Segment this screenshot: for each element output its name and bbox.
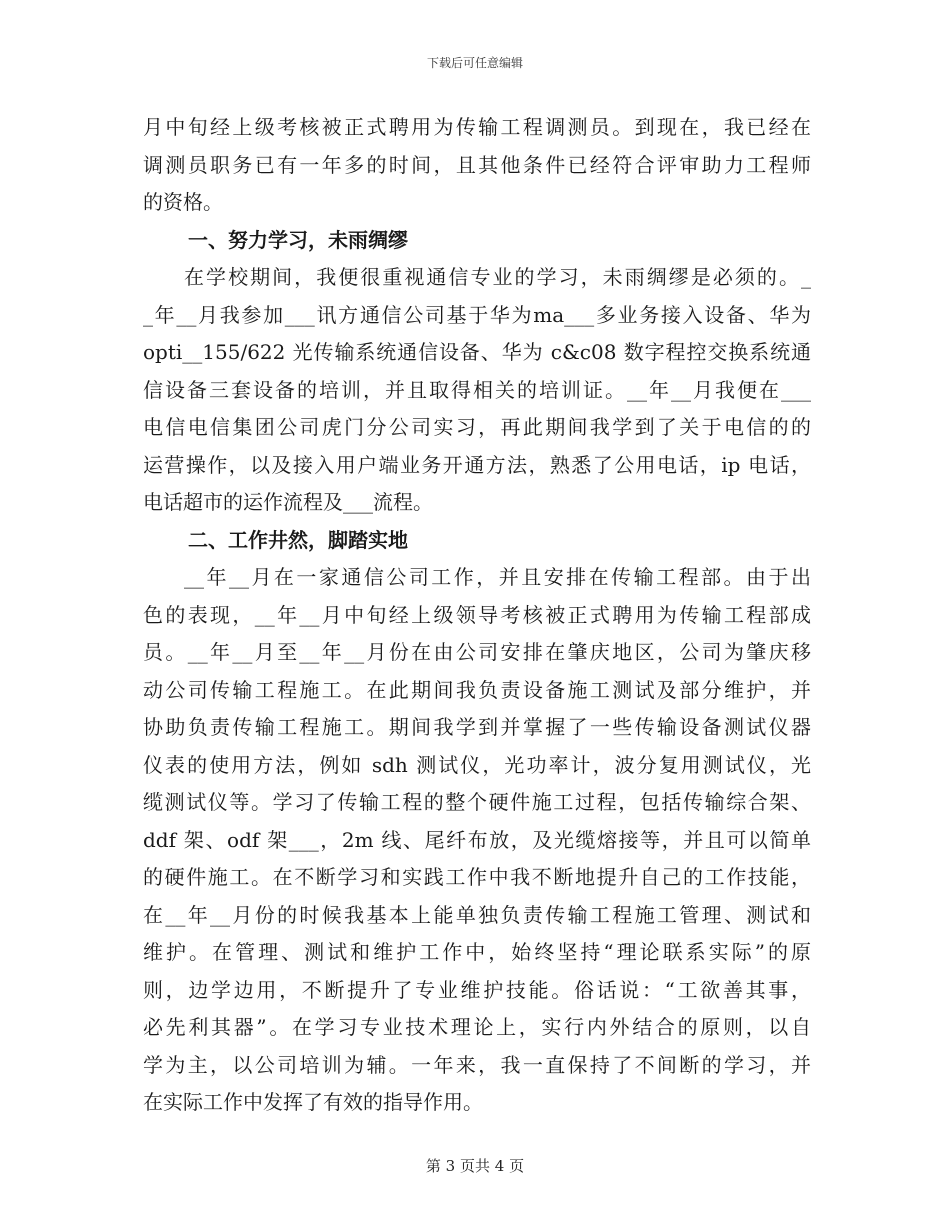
text-line: __年__月在一家通信公司工作，并且安排在传输工程部。由于出 [184,565,811,589]
paragraph [143,559,811,1122]
text-line: 在实际工作中发挥了有效的指导作用。 [143,1090,483,1114]
document-body [143,109,811,1122]
text-line: 缆测试仪等。学习了传输工程的整个硬件施工过程，包括传输综合架、 [143,790,811,814]
text-line: 在学校期间，我便很重视通信专业的学习，未雨绸缪是必须的。_ [184,265,811,289]
text-line: 动公司传输工程施工。在此期间我负责设备施工测试及部分维护，并 [143,677,811,702]
text-line: 则，边学边用，不断提升了专业维护技能。俗话说：“工欲善其事， [143,977,811,1002]
text-line: _年__月我参加___讯方通信公司基于华为ma___多业务接入设备、华为 [143,302,811,327]
text-line: 电话超市的运作流程及___流程。 [143,490,433,514]
text-line: 仪表的使用方法，例如 sdh 测试仪，光功率计，波分复用测试仪，光 [143,752,811,777]
text-line: 色的表现，__年__月中旬经上级领导考核被正式聘用为传输工程部成 [143,602,811,627]
text-line: 电信电信集团公司虎门分公司实习，再此期间我学到了关于电信的的 [143,415,811,439]
text-line: opti__155/622 光传输系统通信设备、华为 c&c08 数字程控交换系统通 [143,340,811,364]
paragraph [143,259,811,522]
text-line: 协助负责传输工程施工。期间我学到并掌握了一些传输设备测试仪器 [143,715,811,739]
text-line: 的资格。 [143,190,223,214]
text-line: 月中旬经上级考核被正式聘用为传输工程调测员。到现在，我已经在 [143,115,811,139]
page-number: 第 3 页共 4 页 [425,1157,525,1175]
section-heading: 一、努力学习，未雨绸缪 [188,227,408,252]
text-line: 员。__年__月至__年__月份在由公司安排在肇庆地区，公司为肇庆移 [143,640,811,664]
text-line: 维护。在管理、测试和维护工作中，始终坚持“理论联系实际”的原 [143,940,811,964]
text-line: 运营操作，以及接入用户端业务开通方法，熟悉了公用电话，ip 电话， [143,452,811,477]
paragraph [143,109,811,222]
page-header: 下载后可任意编辑 [426,56,523,70]
text-line: 的硬件施工。在不断学习和实践工作中我不断地提升自己的工作技能， [143,865,811,889]
text-line: 在__年__月份的时候我基本上能单独负责传输工程施工管理、测试和 [143,902,811,927]
text-line: 必先利其器”。在学习专业技术理论上，实行内外结合的原则，以自 [143,1015,811,1039]
text-line: 调测员职务已有一年多的时间，且其他条件已经符合评审助力工程师 [143,152,811,177]
text-line: 学为主，以公司培训为辅。一年来，我一直保持了不间断的学习，并 [143,1052,811,1077]
text-line: 信设备三套设备的培训，并且取得相关的培训证。__年__月我便在___ [143,377,811,402]
section-heading: 二、工作井然，脚踏实地 [188,527,408,552]
text-line: ddf 架、odf 架___，2m 线、尾纤布放，及光缆熔接等，并且可以简单 [143,827,811,852]
